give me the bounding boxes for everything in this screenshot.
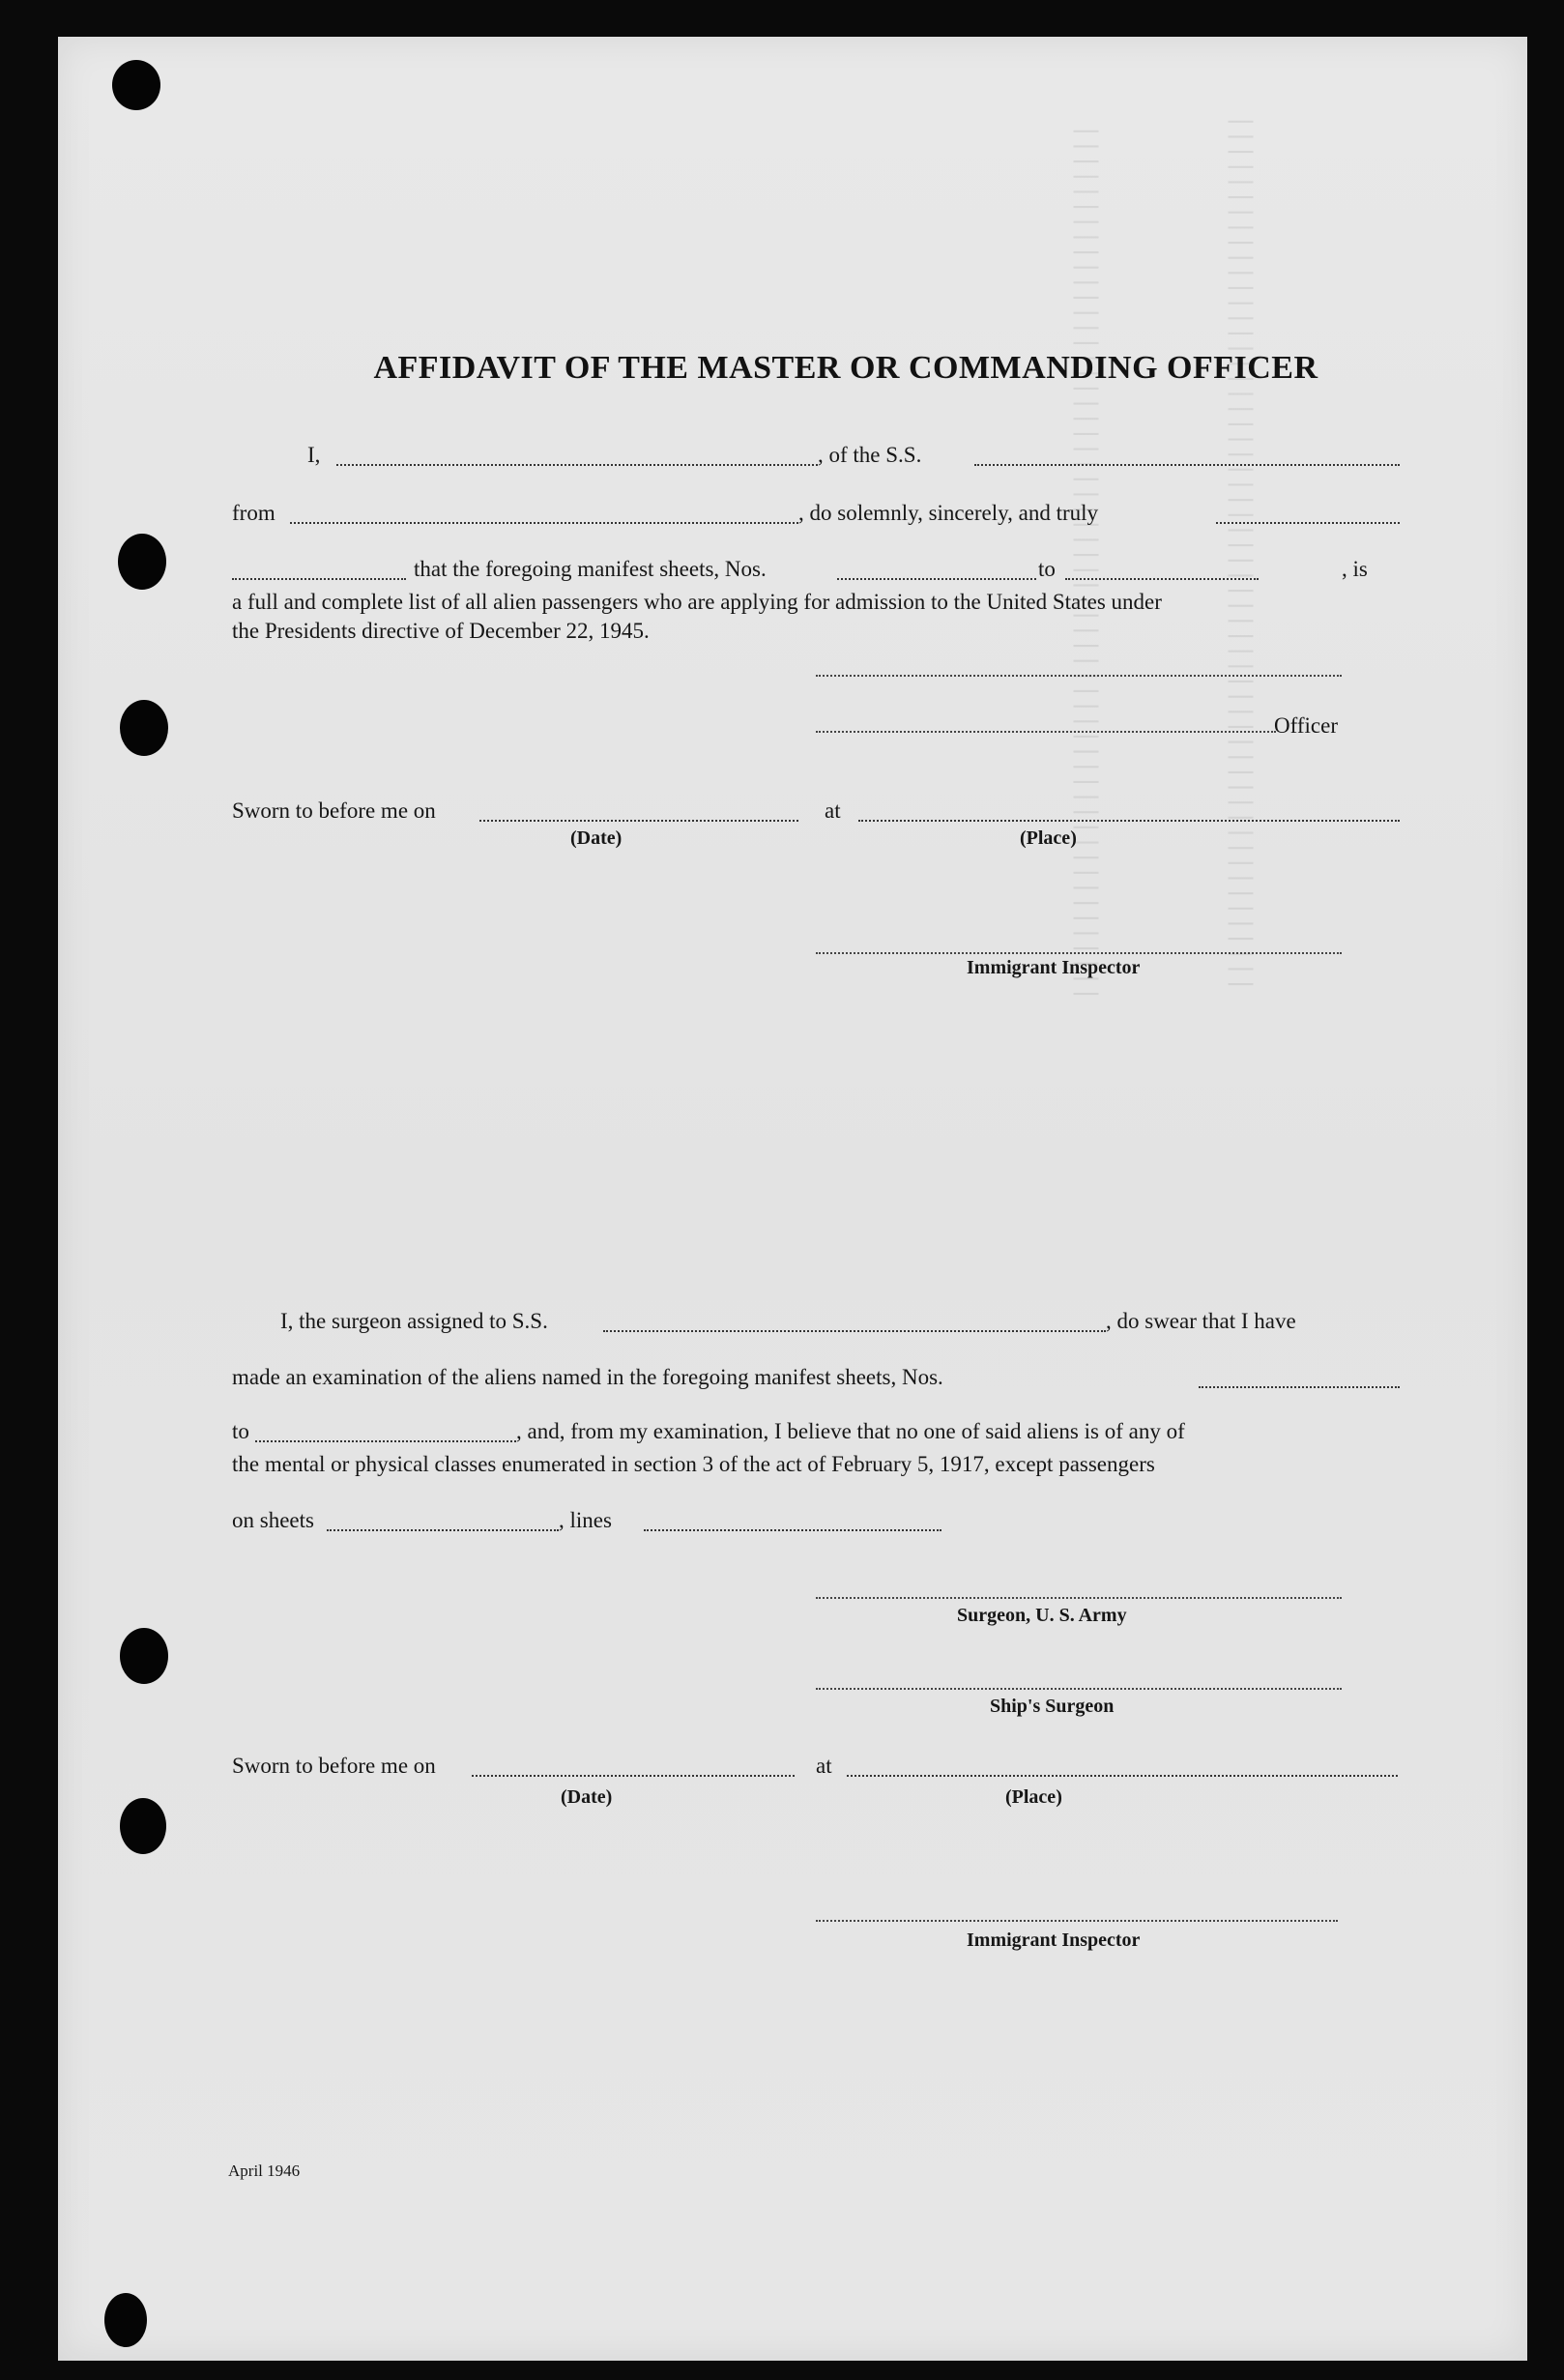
master-name-field[interactable] xyxy=(336,464,818,466)
punch-hole xyxy=(120,1628,168,1684)
surgeon-sworn-date-field[interactable] xyxy=(472,1775,795,1777)
surgeon-sheets-label: on sheets xyxy=(232,1508,314,1532)
show-through-marks: |||||||||||||||||||||||||||||||||||||||||||||||||||||||||| xyxy=(1073,124,1102,1001)
surgeon-opinion-label: , and, from my examination, I believe that no one of said aliens is of any of xyxy=(516,1419,1185,1443)
surgeon-sworn-place-field[interactable] xyxy=(847,1775,1398,1777)
officer-signature-line-1[interactable] xyxy=(816,675,1342,677)
master-manifest-label: that the foregoing manifest sheets, Nos. xyxy=(414,557,767,581)
surgeon-line-5 xyxy=(232,1508,1402,1537)
surgeon-examination-label: made an examination of the aliens named in the foregoing manifest sheets, Nos. xyxy=(232,1365,943,1389)
surgeon-sworn-label: Sworn to before me on xyxy=(232,1754,436,1778)
master-sworn-date-field[interactable] xyxy=(479,820,798,822)
master-solemnly-label: , do solemnly, sincerely, and truly xyxy=(798,501,1099,525)
surgeon-nos-to-field[interactable] xyxy=(255,1440,516,1442)
surgeon-swear-label: , do swear that I have xyxy=(1106,1309,1296,1333)
surgeon-lines-field[interactable] xyxy=(644,1529,941,1531)
surgeon-at-label: at xyxy=(816,1754,832,1778)
surgeon-place-caption: (Place) xyxy=(1005,1786,1062,1808)
punch-hole xyxy=(104,2293,147,2347)
master-nos-to-field[interactable] xyxy=(1065,578,1259,580)
master-date-caption: (Date) xyxy=(570,827,623,849)
army-surgeon-caption: Surgeon, U. S. Army xyxy=(957,1605,1127,1626)
master-line-1 xyxy=(307,443,1400,472)
army-surgeon-signature-line[interactable] xyxy=(816,1597,1342,1599)
master-line-5: the Presidents directive of December 22, 1945. xyxy=(232,619,650,643)
surgeon-line-3 xyxy=(232,1419,1402,1448)
surgeon-date-caption: (Date) xyxy=(561,1786,613,1808)
inspector-caption-1: Immigrant Inspector xyxy=(967,957,1141,978)
surgeon-to-label: to xyxy=(232,1419,249,1443)
master-sworn-label: Sworn to before me on xyxy=(232,798,436,823)
master-oath-field[interactable] xyxy=(1216,522,1400,524)
master-ship-field[interactable] xyxy=(974,464,1400,466)
master-line-3 xyxy=(232,557,1402,586)
master-line-4: a full and complete list of all alien passengers who are applying for admission to the United States under xyxy=(232,590,1162,614)
surgeon-line-1 xyxy=(280,1309,1402,1338)
master-of-ss-label: , of the S.S. xyxy=(818,443,922,467)
master-to-label: to xyxy=(1038,557,1056,581)
punch-hole xyxy=(120,700,168,756)
inspector-signature-line-2[interactable] xyxy=(816,1920,1338,1922)
master-at-label: at xyxy=(825,798,841,823)
surgeon-sheets-field[interactable] xyxy=(327,1529,559,1531)
master-place-caption: (Place) xyxy=(1020,827,1077,849)
punch-hole xyxy=(112,60,160,110)
master-is-label: , is xyxy=(1342,557,1368,581)
master-sworn-place-field[interactable] xyxy=(858,820,1400,822)
inspector-signature-line-1[interactable] xyxy=(816,952,1342,954)
surgeon-ship-field[interactable] xyxy=(603,1330,1106,1332)
surgeon-lines-label: , lines xyxy=(559,1508,612,1532)
master-i-label: I, xyxy=(307,443,321,467)
show-through-marks: |||||||||||||||||||||||||||||||||||||||||||||||||||||||||| xyxy=(1228,114,1257,992)
surgeon-line-2 xyxy=(232,1365,1402,1394)
officer-label: Officer xyxy=(1274,713,1338,738)
master-nos-from-field[interactable] xyxy=(837,578,1036,580)
master-swear-field[interactable] xyxy=(232,578,406,580)
master-sworn-line xyxy=(232,798,1402,827)
ship-surgeon-caption: Ship's Surgeon xyxy=(990,1696,1115,1717)
officer-signature-line-2[interactable] xyxy=(816,731,1276,733)
form-title: AFFIDAVIT OF THE MASTER OR COMMANDING OFFICER xyxy=(373,350,1318,386)
form-sheet xyxy=(58,37,1527,2361)
master-line-2 xyxy=(232,501,1402,530)
master-from-label: from xyxy=(232,501,275,525)
punch-hole xyxy=(118,534,166,590)
surgeon-line-4: the mental or physical classes enumerated in section 3 of the act of February 5, 1917, except passengers xyxy=(232,1452,1155,1476)
surgeon-sworn-line xyxy=(232,1754,1402,1783)
ship-surgeon-signature-line[interactable] xyxy=(816,1688,1342,1690)
surgeon-assigned-label: I, the surgeon assigned to S.S. xyxy=(280,1309,548,1333)
punch-hole xyxy=(120,1798,166,1854)
master-from-field[interactable] xyxy=(290,522,798,524)
inspector-caption-2: Immigrant Inspector xyxy=(967,1930,1141,1951)
surgeon-nos-from-field[interactable] xyxy=(1199,1386,1400,1388)
form-date-footer: April 1946 xyxy=(228,2162,301,2180)
